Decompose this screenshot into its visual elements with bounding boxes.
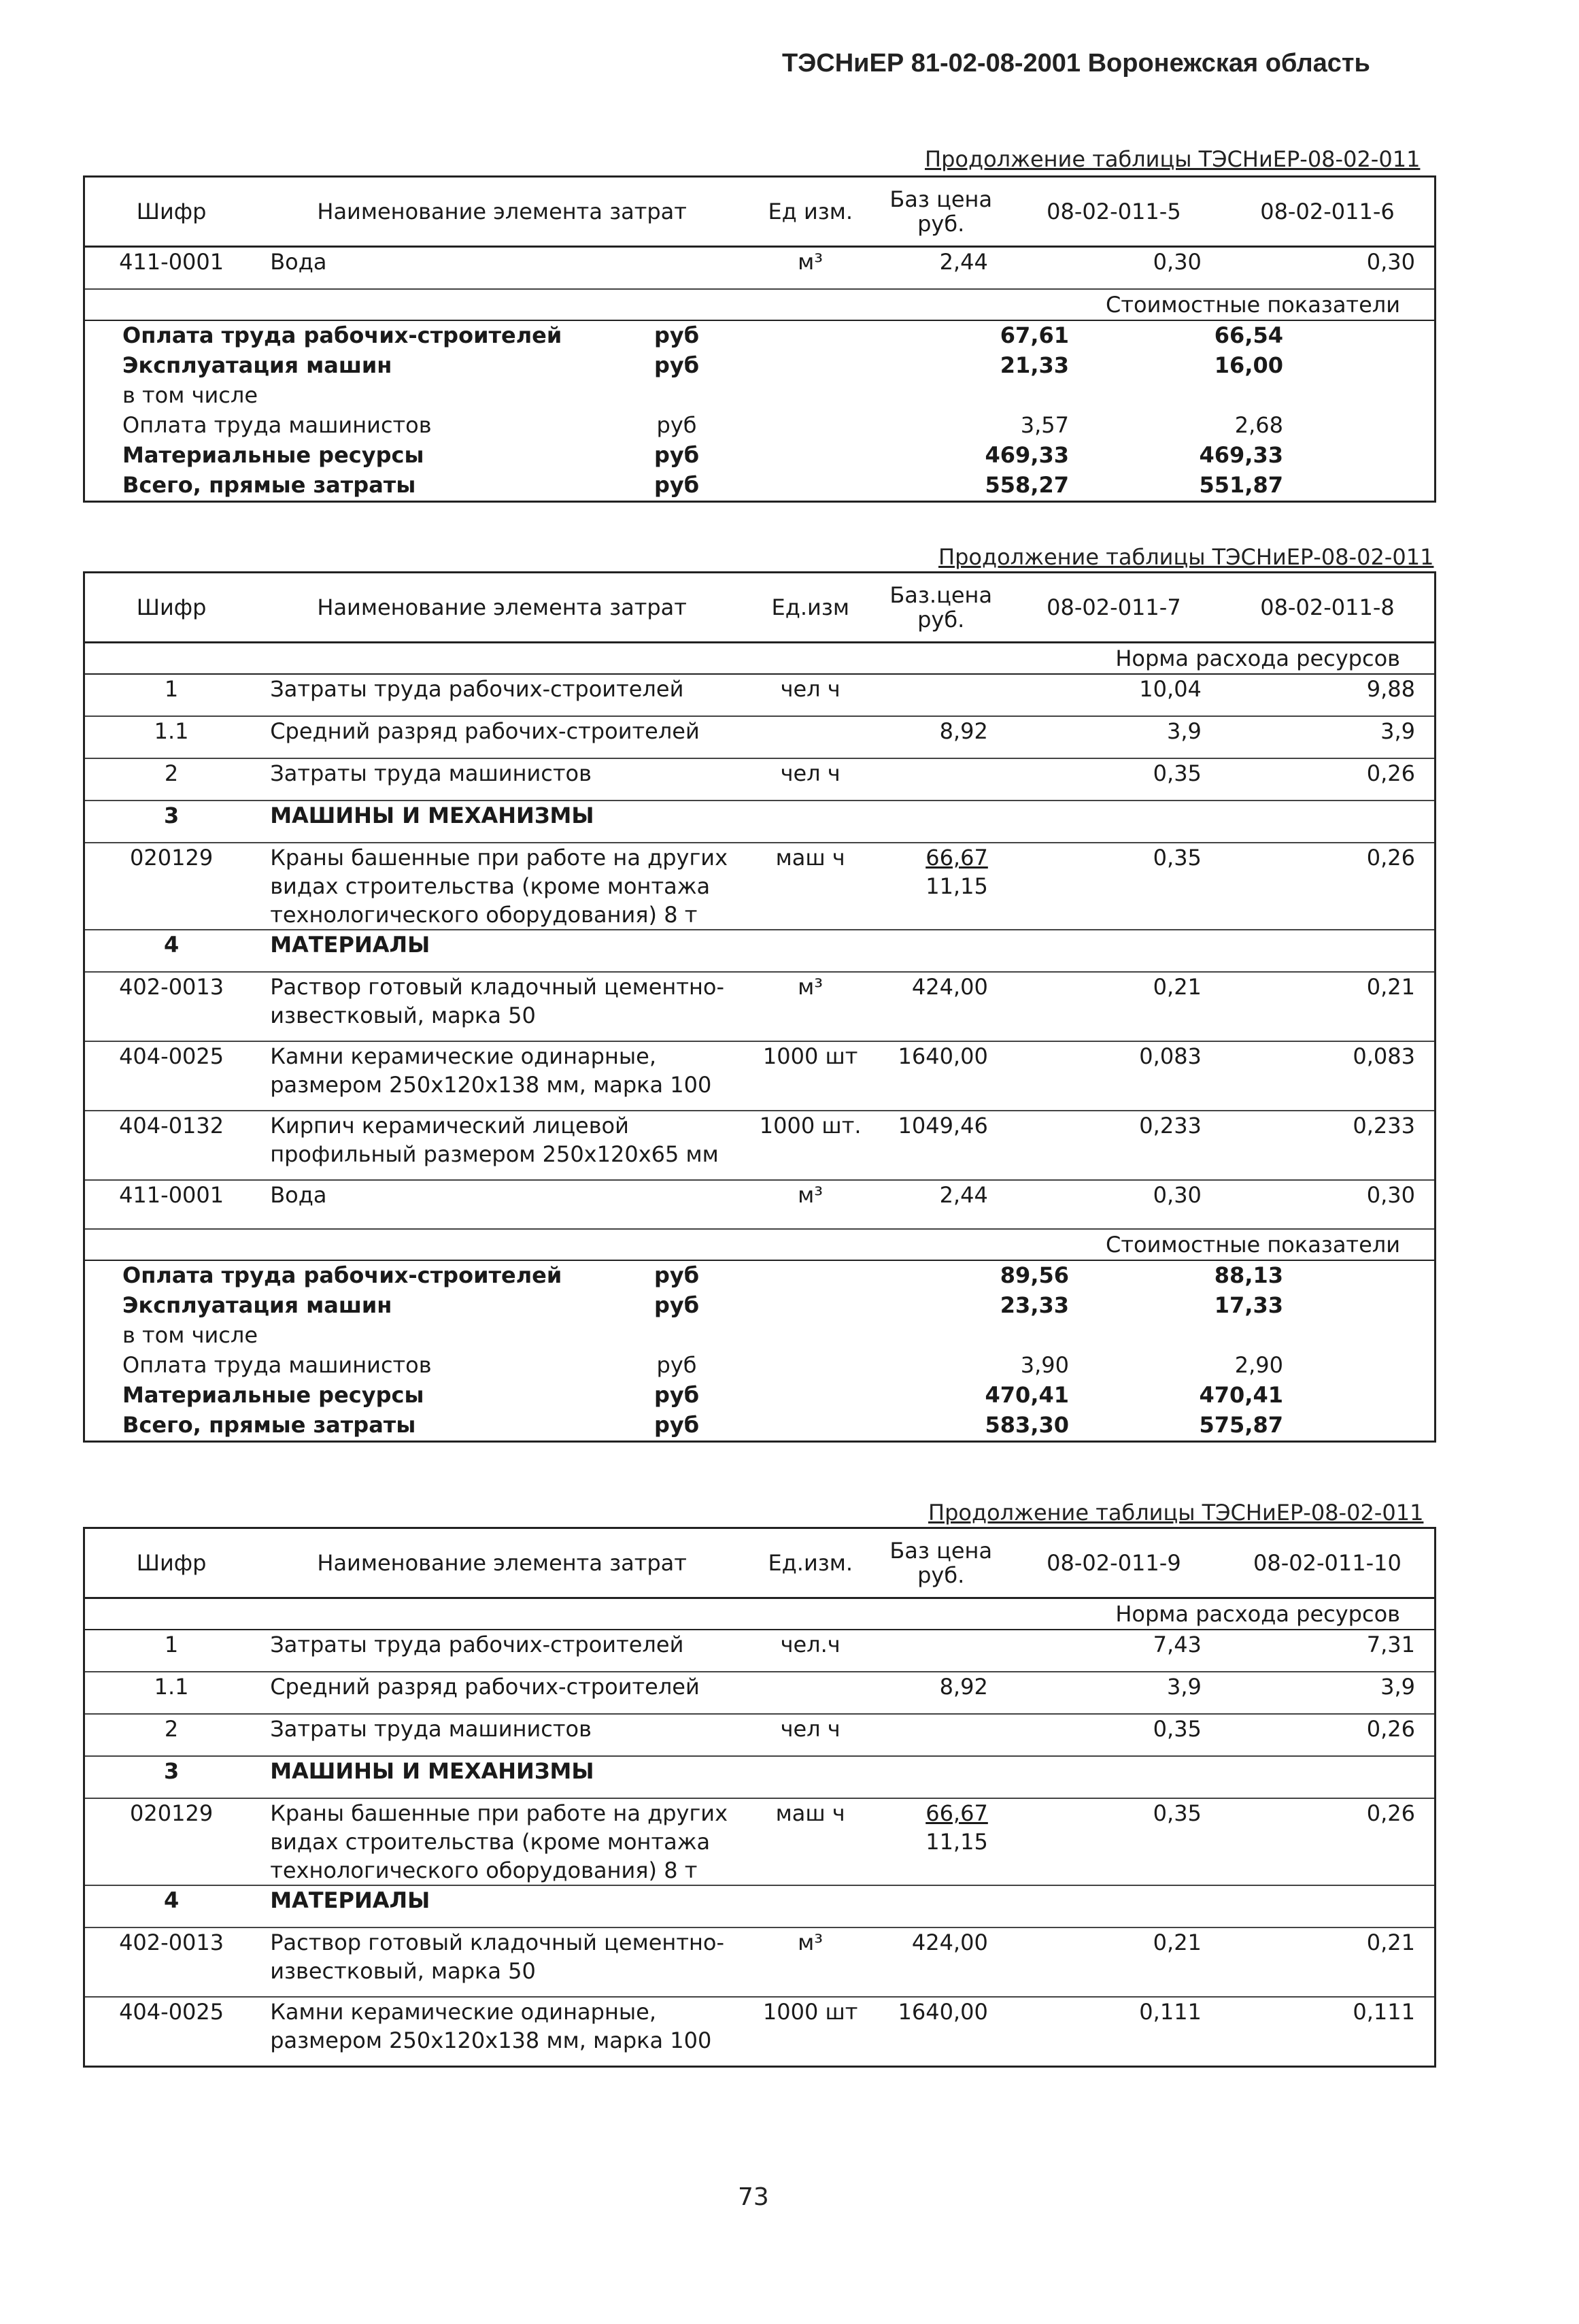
cost-unit: руб [653, 1382, 700, 1408]
cost-unit: руб [653, 352, 700, 378]
row-price [875, 1672, 1006, 1701]
cost-unit: руб [653, 1262, 700, 1288]
table-row [85, 715, 1434, 758]
row-value-b: 0,083 [1353, 1043, 1415, 1069]
table-row [85, 1885, 1434, 1927]
row-name: Вода [270, 1182, 327, 1208]
cost-row [85, 351, 1434, 381]
cost-value-a: 89,56 [1000, 1262, 1069, 1288]
header-name: Наименование элемента затрат [317, 1550, 687, 1576]
row-value-b: 0,26 [1366, 1800, 1415, 1826]
table-row [85, 800, 1434, 842]
cost-value-b: 469,33 [1199, 442, 1283, 468]
row-name: Краны башенные при работе на других видах строительства (кроме монтажа технологического оборудования) 8 т [270, 845, 728, 928]
row-value-b: 0,30 [1366, 1182, 1415, 1208]
table-row [85, 675, 1434, 715]
row-value-a: 3,9 [1167, 1674, 1202, 1700]
row-price-value: 8,92 [939, 1674, 988, 1700]
cost-unit: руб [656, 412, 697, 438]
row-price [875, 248, 1006, 276]
row-code: 1 [164, 1632, 179, 1657]
row-name: Краны башенные при работе на других видах строительства (кроме монтажа технологического оборудования) 8 т [270, 1800, 728, 1883]
row-code: 4 [163, 1887, 180, 1913]
page-number: 73 [738, 2183, 769, 2211]
cost-unit: руб [653, 322, 700, 348]
row-price [875, 717, 1006, 745]
row-name: Средний разряд рабочих-строителей [270, 1674, 700, 1700]
row-code: 404-0025 [119, 1999, 224, 2025]
row-code: 4 [163, 932, 180, 958]
row-value-a: 3,9 [1167, 718, 1202, 744]
row-name: Затраты труда машинистов [270, 760, 592, 786]
row-value-b: 0,233 [1353, 1113, 1415, 1139]
row-unit: м³ [798, 249, 824, 275]
row-price [875, 973, 1006, 1001]
row-value-a: 0,083 [1139, 1043, 1202, 1069]
header-col-b: 08-02-011-8 [1260, 594, 1395, 620]
row-unit: чел ч [780, 1716, 841, 1742]
cost-unit: руб [653, 472, 700, 498]
cost-unit: руб [656, 1352, 697, 1378]
header-unit: Ед изм. [768, 199, 853, 224]
table-row [85, 971, 1434, 1041]
row-value-a: 0,233 [1139, 1113, 1202, 1139]
row-price [875, 1181, 1006, 1209]
cost-row [85, 1261, 1434, 1291]
row-unit: 1000 шт. [759, 1113, 862, 1139]
table2-caption: Продолжение таблицы ТЭСНиЕР-08-02-011 [938, 544, 1434, 570]
row-code: 3 [163, 1758, 180, 1784]
row-code: 1 [164, 676, 179, 702]
cost-row [85, 1351, 1434, 1381]
cost-value-a: 67,61 [1000, 322, 1069, 348]
cost-row [85, 381, 1434, 411]
row-value-b: 3,9 [1380, 1674, 1415, 1700]
cost-name: Оплата труда рабочих-строителей [122, 1262, 562, 1288]
row-price-secondary: 11,15 [926, 873, 988, 899]
cost-name: Материальные ресурсы [122, 1382, 424, 1408]
header-col-b: 08-02-011-6 [1260, 199, 1395, 224]
row-unit: чел ч [780, 676, 841, 702]
row-code: 404-0132 [119, 1113, 224, 1139]
header-col-a: 08-02-011-5 [1047, 199, 1181, 224]
row-name: Камни керамические одинарные, размером 250x120x138 мм, марка 100 [270, 1043, 712, 1098]
cost-name: Оплата труда машинистов [122, 1352, 432, 1378]
row-price-value: 2,44 [939, 1182, 988, 1208]
row-value-a: 0,111 [1139, 1999, 1202, 2025]
row-price-value: 424,00 [911, 1930, 988, 1955]
row-code: 1.1 [154, 718, 189, 744]
row-value-b: 9,88 [1366, 676, 1415, 702]
row-unit: м³ [798, 1930, 824, 1955]
table-row [85, 1630, 1434, 1671]
row-price [875, 1799, 1006, 1856]
cost-value-b: 17,33 [1214, 1292, 1283, 1318]
cost-row [85, 1321, 1434, 1351]
cost-value-b: 470,41 [1199, 1382, 1283, 1408]
row-name: Средний разряд рабочих-строителей [270, 718, 700, 744]
header-price: Баз.цена руб. [889, 582, 993, 633]
cost-name: Эксплуатация машин [122, 1292, 392, 1318]
table-row [85, 1798, 1434, 1885]
cost-value-a: 469,33 [985, 442, 1069, 468]
cost-value-b: 66,54 [1214, 322, 1283, 348]
cost-name: Материальные ресурсы [122, 442, 424, 468]
row-value-a: 0,21 [1153, 1930, 1202, 1955]
row-name: Раствор готовый кладочный цементно-известковый, марка 50 [270, 1930, 725, 1984]
table1 [83, 175, 1436, 503]
row-code: 411-0001 [119, 1182, 224, 1208]
table-row [85, 1755, 1434, 1798]
cost-name: в том числе [122, 382, 258, 408]
header-col-a: 08-02-011-7 [1047, 594, 1181, 620]
row-value-b: 0,30 [1366, 249, 1415, 275]
table2 [83, 571, 1436, 1443]
section-title: Стоимостные показатели [85, 1228, 1434, 1261]
cost-value-a: 3,57 [1020, 412, 1069, 438]
page-header: ТЭСНиЕР 81-02-08-2001 Воронежская область [782, 49, 1370, 78]
table3 [83, 1527, 1436, 2068]
row-value-b: 7,31 [1366, 1632, 1415, 1657]
cost-unit: руб [653, 1412, 700, 1438]
table-row [85, 1927, 1434, 1996]
row-unit: чел.ч [780, 1632, 841, 1657]
row-code: 020129 [130, 845, 214, 871]
cost-row [85, 1291, 1434, 1321]
row-value-b: 0,111 [1353, 1999, 1415, 2025]
cost-name: Оплата труда рабочих-строителей [122, 322, 562, 348]
cost-name: Всего, прямые затраты [122, 472, 416, 498]
row-name: Затраты труда рабочих-строителей [270, 1632, 684, 1657]
table-header [85, 178, 1434, 248]
row-price [875, 1998, 1006, 2026]
section-title: Стоимостные показатели [85, 288, 1434, 321]
row-name: МАШИНЫ И МЕХАНИЗМЫ [270, 1758, 594, 1784]
table-row [85, 1713, 1434, 1755]
cost-unit: руб [653, 442, 700, 468]
row-value-b: 0,21 [1366, 1930, 1415, 1955]
cost-unit: руб [653, 1292, 700, 1318]
row-name: Затраты труда рабочих-строителей [270, 676, 684, 702]
row-price [875, 1042, 1006, 1071]
row-value-a: 0,30 [1153, 249, 1202, 275]
row-price-value: 424,00 [911, 974, 988, 1000]
row-price [875, 1928, 1006, 1957]
row-price-value: 1640,00 [898, 1999, 988, 2025]
row-code: 020129 [130, 1800, 214, 1826]
header-code: Шифр [136, 594, 207, 620]
cost-value-a: 21,33 [1000, 352, 1069, 378]
table-row [85, 1179, 1434, 1228]
cost-value-b: 551,87 [1199, 472, 1283, 498]
table-header [85, 1529, 1434, 1599]
row-name: Раствор готовый кладочный цементно-известковый, марка 50 [270, 974, 725, 1028]
row-code: 2 [164, 760, 179, 786]
row-unit: чел ч [780, 760, 841, 786]
row-code: 402-0013 [119, 1930, 224, 1955]
row-name: МАШИНЫ И МЕХАНИЗМЫ [270, 803, 594, 828]
row-code: 411-0001 [119, 249, 224, 275]
row-name: Камни керамические одинарные, размером 250x120x138 мм, марка 100 [270, 1999, 712, 2053]
table3-caption: Продолжение таблицы ТЭСНиЕР-08-02-011 [928, 1500, 1424, 1526]
table1-caption: Продолжение таблицы ТЭСНиЕР-08-02-011 [925, 146, 1421, 172]
row-price-secondary: 11,15 [926, 1829, 988, 1855]
row-code: 3 [163, 803, 180, 828]
cost-name: Всего, прямые затраты [122, 1412, 416, 1438]
table-row [85, 1041, 1434, 1110]
cost-row [85, 321, 1434, 351]
row-value-a: 0,35 [1153, 1716, 1202, 1742]
row-price [875, 843, 1006, 900]
cost-value-a: 470,41 [985, 1382, 1069, 1408]
cost-value-a: 23,33 [1000, 1292, 1069, 1318]
row-value-a: 0,21 [1153, 974, 1202, 1000]
row-code: 2 [164, 1716, 179, 1742]
header-unit: Ед.изм. [768, 1550, 853, 1576]
cost-row [85, 471, 1434, 501]
row-name: Затраты труда машинистов [270, 1716, 592, 1742]
table-row [85, 929, 1434, 971]
row-value-a: 0,35 [1153, 760, 1202, 786]
cost-value-b: 16,00 [1214, 352, 1283, 378]
row-code: 404-0025 [119, 1043, 224, 1069]
row-unit: м³ [798, 1182, 824, 1208]
row-value-b: 0,26 [1366, 845, 1415, 871]
header-unit: Ед.изм [771, 594, 849, 620]
row-value-a: 7,43 [1153, 1632, 1202, 1657]
table-row [85, 1996, 1434, 2066]
cost-row [85, 411, 1434, 441]
row-value-a: 0,30 [1153, 1182, 1202, 1208]
row-name: МАТЕРИАЛЫ [270, 1887, 430, 1913]
row-unit: м³ [798, 974, 824, 1000]
row-value-b: 3,9 [1380, 718, 1415, 744]
cost-row [85, 441, 1434, 471]
cost-name: Оплата труда машинистов [122, 412, 432, 438]
row-price [875, 1111, 1006, 1140]
row-unit: маш ч [775, 1800, 845, 1826]
row-price-value: 66,67 [926, 1800, 988, 1826]
table-row [85, 1671, 1434, 1713]
header-code: Шифр [136, 1550, 207, 1576]
table-header [85, 573, 1434, 643]
row-value-b: 0,21 [1366, 974, 1415, 1000]
norm-title: Норма расхода ресурсов [85, 643, 1434, 675]
header-name: Наименование элемента затрат [317, 199, 687, 224]
cost-value-b: 2,90 [1234, 1352, 1283, 1378]
cost-value-b: 575,87 [1199, 1412, 1283, 1438]
cost-value-b: 2,68 [1234, 412, 1283, 438]
header-price: Баз цена руб. [889, 1538, 993, 1588]
header-price: Баз цена руб. [889, 186, 993, 237]
cost-name: Эксплуатация машин [122, 352, 392, 378]
cost-value-a: 3,90 [1020, 1352, 1069, 1378]
row-code: 1.1 [154, 1674, 189, 1700]
table-row [85, 248, 1434, 288]
row-code: 402-0013 [119, 974, 224, 1000]
table-row [85, 842, 1434, 929]
row-value-a: 10,04 [1139, 676, 1202, 702]
cost-value-a: 558,27 [985, 472, 1069, 498]
row-value-b: 0,26 [1366, 1716, 1415, 1742]
row-price-value: 1049,46 [898, 1113, 988, 1139]
header-name: Наименование элемента затрат [317, 594, 687, 620]
row-value-a: 0,35 [1153, 1800, 1202, 1826]
cost-name: в том числе [122, 1322, 258, 1348]
row-name: Вода [270, 249, 327, 275]
row-value-b: 0,26 [1366, 760, 1415, 786]
row-price-value: 1640,00 [898, 1043, 988, 1069]
row-unit: 1000 шт [762, 1043, 858, 1069]
cost-value-b: 88,13 [1214, 1262, 1283, 1288]
header-col-a: 08-02-011-9 [1047, 1550, 1181, 1576]
row-price-value: 2,44 [939, 249, 988, 275]
cost-row [85, 1381, 1434, 1411]
row-price-value: 66,67 [926, 845, 988, 871]
row-value-a: 0,35 [1153, 845, 1202, 871]
header-col-b: 08-02-011-10 [1253, 1550, 1402, 1576]
row-name: МАТЕРИАЛЫ [270, 932, 430, 958]
header-code: Шифр [136, 199, 207, 224]
norm-title: Норма расхода ресурсов [85, 1599, 1434, 1630]
cost-row [85, 1411, 1434, 1441]
table-row [85, 1110, 1434, 1179]
table-row [85, 758, 1434, 800]
row-unit: маш ч [775, 845, 845, 871]
row-unit: 1000 шт [762, 1999, 858, 2025]
cost-value-a: 583,30 [985, 1412, 1069, 1438]
row-price-value: 8,92 [939, 718, 988, 744]
row-name: Кирпич керамический лицевой профильный размером 250x120x65 мм [270, 1113, 719, 1167]
